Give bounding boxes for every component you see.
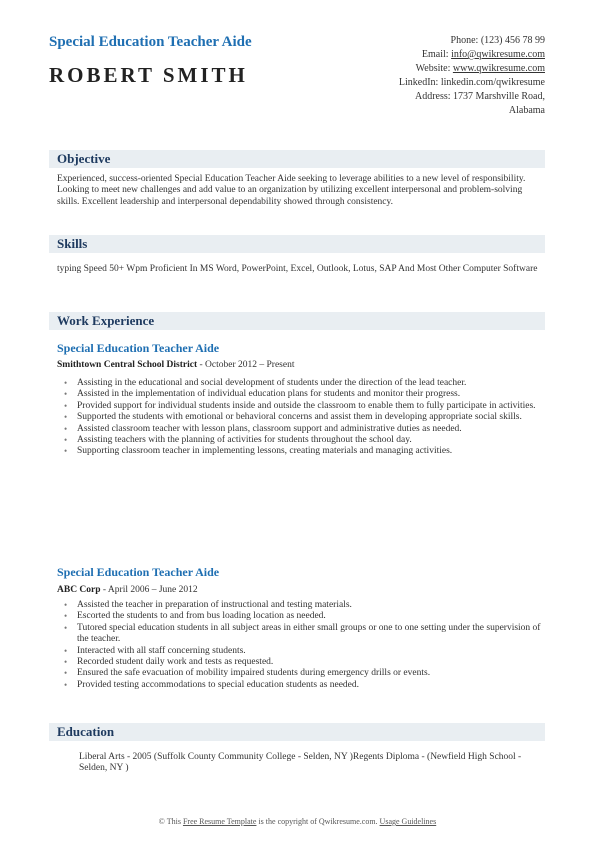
objective-section-header [49, 150, 545, 168]
resume-header [49, 34, 545, 124]
skills-section-header [49, 235, 545, 253]
education-text: Liberal Arts - 2005 (Suffolk County Community College - Selden, NY )Regents Diploma - (Newfield High School - Selden, NY ) [79, 752, 522, 774]
list-item: • Tutored special education students in all subject areas in either small groups or one to one setting under the supervision of the teacher. [57, 623, 545, 646]
list-item: • Interacted with all staff concerning students. [57, 646, 545, 657]
list-item: • Ensured the safe evacuation of mobility impaired students during emergency drills or events. [57, 668, 545, 679]
list-item: • Escorted the students to and from bus loading location as needed. [57, 611, 545, 622]
candidate-name: ROBERT SMITH [49, 63, 248, 87]
contact-phone: Phone: (123) 456 78 99 [450, 35, 545, 46]
job1-dates: - October 2012 – Present [197, 360, 295, 370]
footer-prefix: © This [158, 817, 183, 826]
list-item: • Supported the students with emotional or behavioral concerns and assist them in developing appropriate social skills. [57, 412, 545, 423]
job-title: Special Education Teacher Aide [49, 34, 252, 50]
contact-email [345, 48, 545, 62]
experience-section-header [49, 312, 545, 330]
contact-info [345, 34, 545, 118]
objective-heading: Objective [57, 151, 111, 166]
objective-text: Experienced, success-oriented Special Education Teacher Aide seeking to leverage abilities to a new level of responsibility. Looking to meet new challenges and add value to an organization by utilizing excellent interpersonal and problem-solving skills. Excellent leadership and interpersonal dependability showed through consistency. [57, 174, 526, 207]
job1-bullets [57, 378, 545, 458]
list-item: • Assisting teachers with the planning of activities for students throughout the school day. [57, 435, 545, 446]
contact-address-line2: Alabama [508, 105, 545, 116]
footer-middle: is the copyright of Qwikresume.com. [256, 817, 380, 826]
website-link[interactable]: www.qwikresume.com [452, 63, 545, 74]
email-link[interactable]: info@qwikresume.com [451, 49, 545, 60]
job1-company: Smithtown Central School District [57, 360, 198, 370]
education-section-header [49, 723, 545, 741]
job1-title: Special Education Teacher Aide [57, 341, 220, 355]
footer [0, 817, 595, 826]
free-template-link[interactable]: Free Resume Template [182, 817, 257, 826]
list-item: • Provided testing accommodations to special education students as needed. [57, 680, 545, 691]
website-label: Website: [415, 63, 453, 74]
contact-address: Address: 1737 Marshville Road, [415, 91, 545, 102]
job2-title: Special Education Teacher Aide [57, 565, 220, 579]
list-item: • Recorded student daily work and tests as requested. [57, 657, 545, 668]
email-label: Email: [421, 49, 452, 60]
list-item: • Assisted in the implementation of individual education plans for students and monitor their progress. [57, 389, 545, 400]
list-item: • Assisted classroom teacher with lesson plans, classroom support and administrative duties as needed. [57, 424, 545, 435]
job2-dates: - April 2006 – June 2012 [100, 585, 198, 595]
list-item: • Supporting classroom teacher in implementing lessons, creating materials and managing activities. [57, 446, 545, 457]
education-heading: Education [57, 724, 115, 739]
job2-company-line [57, 585, 198, 595]
experience-heading: Work Experience [57, 313, 155, 328]
list-item: • Assisting in the educational and social development of students under the direction of the lead teacher. [57, 378, 545, 389]
list-item: • Provided support for individual students inside and outside the classroom to enable them to fully participate in activities. [57, 401, 545, 412]
skills-text: typing Speed 50+ Wpm Proficient In MS Word, PowerPoint, Excel, Outlook, Lotus, SAP And Most Other Computer Software [57, 264, 538, 274]
list-item: • Assisted the teacher in preparation of instructional and testing materials. [57, 600, 545, 611]
skills-heading: Skills [57, 236, 88, 251]
usage-guidelines-link[interactable]: Usage Guidelines [379, 817, 437, 826]
contact-website [345, 62, 545, 76]
contact-linkedin: LinkedIn: linkedin.com/qwikresume [398, 77, 545, 88]
job1-company-line [57, 360, 294, 370]
job2-bullets [57, 600, 545, 691]
job2-company: ABC Corp [57, 585, 101, 595]
